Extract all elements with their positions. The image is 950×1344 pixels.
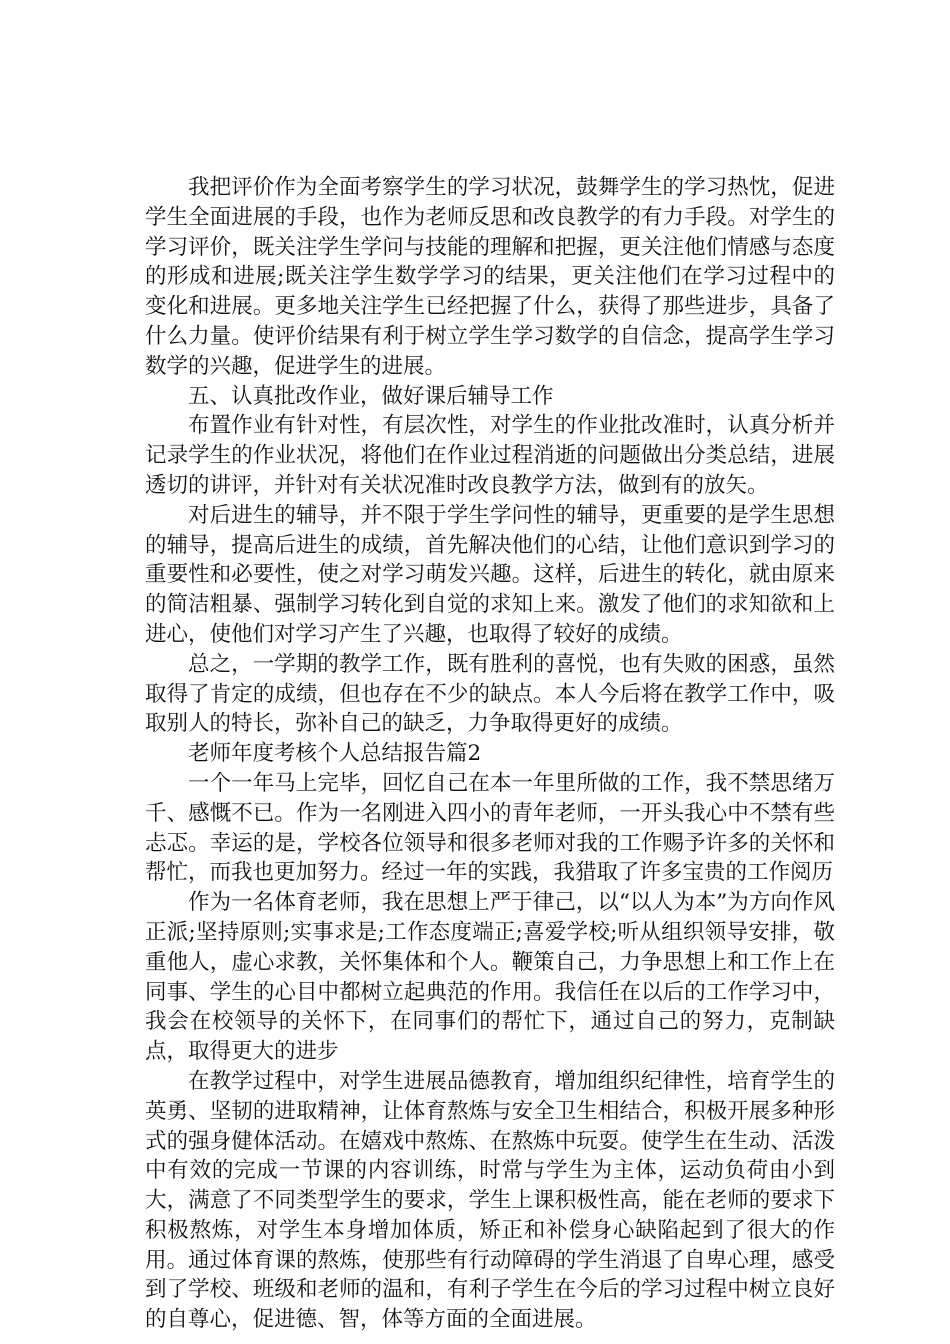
document-body — [145, 173, 835, 1335]
paragraph-tutoring: 对后进生的辅导，并不限于学生学问性的辅导，更重要的是学生思想的辅导，提高后进生的成绩，首先解决他们的心结，让他们意识到学习的重要性和必要性，使之对学习萌发兴趣。这样，后进生的转化，就由原来的简洁粗暴、强制学习转化到自觉的求知上来。激发了他们的求知欲和上进心，使他们对学习产生了兴趣，也取得了较好的成绩。 — [145, 502, 835, 647]
report-title-part-2: 老师年度考核个人总结报告篇2 — [188, 741, 482, 767]
paragraph-year-review: 一个一年马上完毕，回忆自己在本一年里所做的工作，我不禁思绪万千、感慨不已。作为一名刚进入四小的青年老师，一开头我心中不禁有些忐忑。幸运的是，学校各位领导和很多老师对我的工作赐予许多的关怀和帮忙，而我也更加努力。经过一年的实践，我猎取了许多宝贵的工作阅历 — [145, 770, 835, 886]
paragraph-evaluation: 我把评价作为全面考察学生的学习状况，鼓舞学生的学习热忱，促进学生全面进展的手段，也作为老师反思和改良教学的有力手段。对学生的学习评价，既关注学生学问与技能的理解和把握，更关注他们情感与态度的形成和进展;既关注学生数学学习的结果，更关注他们在学习过程中的变化和进展。更多地关注学生已经把握了什么，获得了那些进步，具备了什么力量。使评价结果有利于树立学生学习数学的自信念，提高学生学习数学的兴趣，促进学生的进展。 — [145, 175, 835, 379]
paragraph-homework: 布置作业有针对性，有层次性，对学生的作业批改准时，认真分析并记录学生的作业状况，将他们在作业过程消逝的问题做出分类总结，进展透切的讲评，并针对有关状况准时改良教学方法，做到有的放矢。 — [145, 413, 835, 498]
paragraph-ideology: 作为一名体育老师，我在思想上严于律己，以“以人为本”为方向作风正派;坚持原则;实事求是;工作态度端正;喜爱学校;听从组织领导安排，敬重他人，虚心求教，关怀集体和个人。鞭策自己，力争思想上和工作上在同事、学生的心目中都树立起典范的作用。我信任在以后的工作学习中，我会在校领导的关怀下，在同事们的帮忙下，通过自己的努力，克制缺点，取得更大的进步 — [145, 890, 835, 1065]
paragraph-teaching-process: 在教学过程中，对学生进展品德教育，增加组织纪律性，培育学生的英勇、坚韧的进取精神，让体育熬炼与安全卫生相结合，积极开展多种形式的强身健体活动。在嬉戏中熬炼、在熬炼中玩耍。使学生在生动、活泼中有效的完成一节课的内容训练，时常与学生为主体，运动负荷由小到大，满意了不同类型学生的要求，学生上课积极性高，能在老师的要求下积极熬炼，对学生本身增加体质，矫正和补偿身心缺陷起到了很大的作用。通过体育课的熬炼，使那些有行动障碍的学生消退了自卑心理，感受到了学校、班级和老师的温和，有利子学生在今后的学习过程中树立良好的自尊心，促进德、智，体等方面的全面进展。 — [145, 1068, 835, 1333]
section-heading-homework: 五、认真批改作业，做好课后辅导工作 — [188, 383, 554, 409]
paragraph-summary: 总之，一学期的教学工作，既有胜利的喜悦，也有失败的困惑，虽然取得了肯定的成绩，但也存在不少的缺点。本人今后将在教学工作中，吸取别人的特长，弥补自己的缺乏，力争取得更好的成绩。 — [145, 651, 835, 737]
